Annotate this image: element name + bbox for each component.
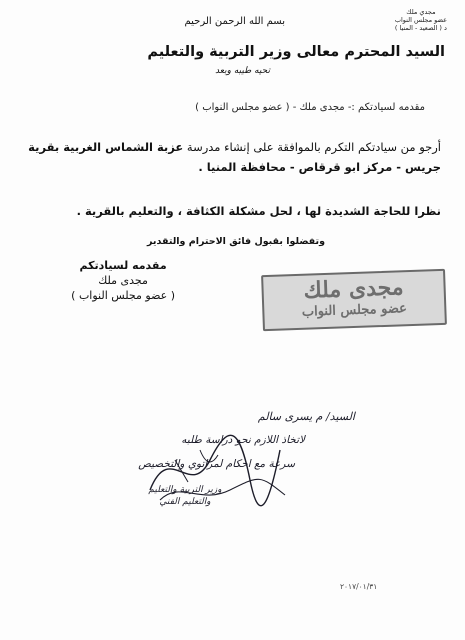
addressee-heading: السيد المحترم معالى وزير التربية والتعليم	[147, 44, 445, 60]
greeting: تحيه طيبه وبعد	[215, 66, 270, 76]
handwritten-note-1: السيد/ م يسرى سالم	[257, 410, 355, 423]
request-lead: أرجو من سيادتكم التكرم بالموافقة على إنشاء مدرسة	[183, 140, 441, 154]
handwritten-note-3: سرعة مع احكام لمراتوي والتخصيص	[138, 458, 295, 470]
stamp-title: عضو مجلس النواب	[301, 301, 408, 320]
document-date: ٢٠١٧/٠١/٣١	[340, 582, 378, 591]
corner-note: مجدي ملك عضو مجلس النواب د ( الصعيد - المنيا )	[394, 8, 447, 32]
handwritten-note-2: لاتخاذ اللازم نحو دراسة طلبه	[181, 434, 305, 446]
signature-line-1: مقدمه لسيادتكم	[79, 259, 167, 272]
request-location: عزبة الشماس الغربية بقرية جريس - مركز ابو قرقاص - محافظة المنيا .	[28, 140, 441, 174]
signature-line-3: ( عضو مجلس النواب )	[71, 289, 175, 302]
presenter-line: مقدمه لسيادتكم :- مجدى ملك - ( عضو مجلس النواب )	[195, 102, 425, 113]
signature-line-2: مجدى ملك	[98, 274, 148, 287]
basmala: بسم الله الرحمن الرحيم	[184, 16, 285, 27]
handwritten-note-4: وزير التربية والتعليم والتعليم الفني	[148, 485, 222, 507]
signature-block	[71, 258, 175, 303]
request-paragraph	[21, 137, 441, 177]
stamp-name: مجدى ملك	[303, 274, 405, 304]
closing-thanks: وتفضلوا بقبول فائق الاحترام والتقدير	[147, 236, 325, 247]
handwritten-signature	[140, 420, 290, 510]
request-reason: نظرا للحاجة الشديدة لها ، لحل مشكلة الكثافة ، والتعليم بالقرية .	[76, 204, 441, 218]
official-stamp	[261, 269, 447, 331]
